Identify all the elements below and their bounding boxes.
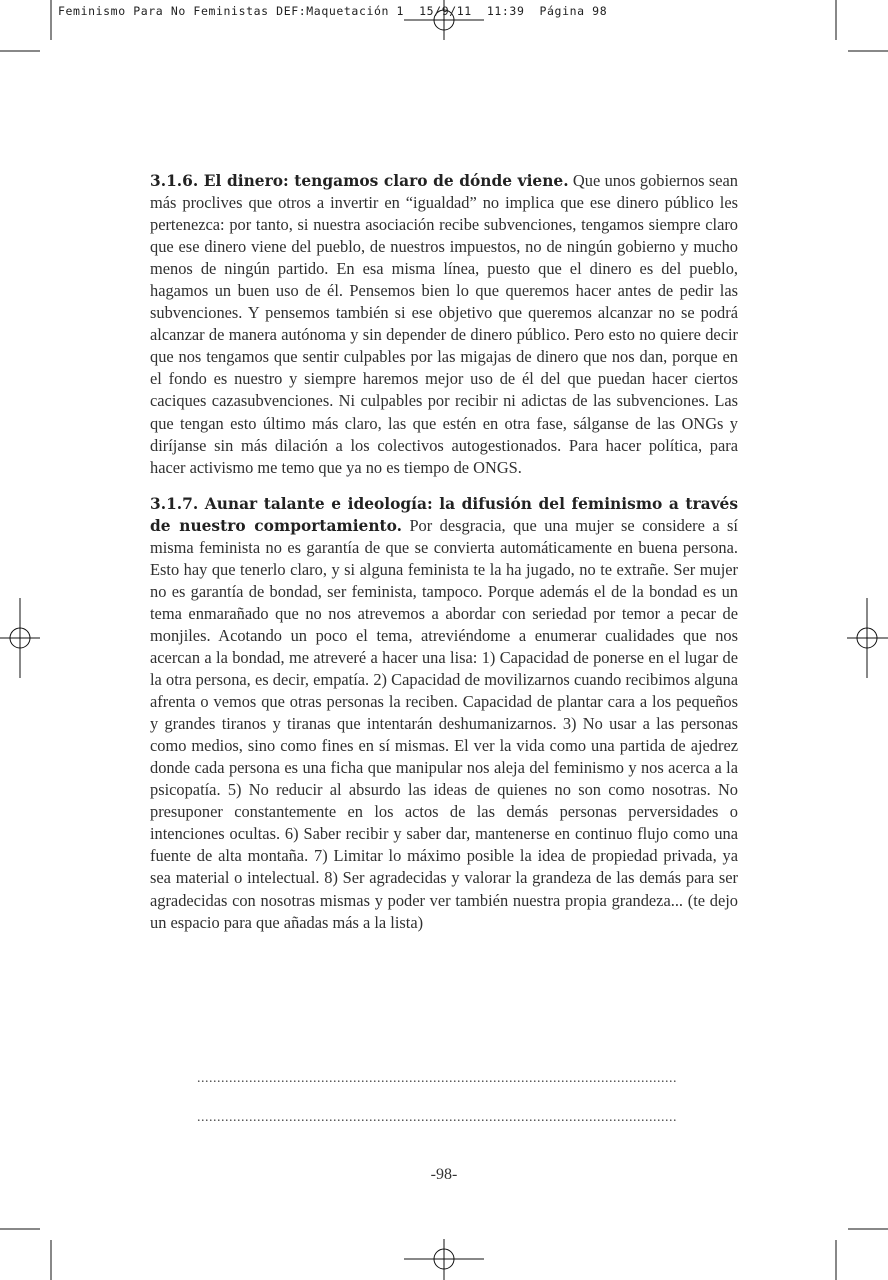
section-paragraph: Que unos gobiernos sean más proclives que otros a invertir en “igualdad” no implica que ese dinero público les pertenezca: por tanto, si nuestra asociación recibe subvenciones, tengamos siempre claro que ese dinero viene del pueblo, de nuestros impuestos, no de ningún gobierno y mucho menos de ningún partido. En esa misma línea, puesto que el dinero es del pueblo, hagamos un buen uso de él. Pensemos bien lo que queremos hacer antes de pedir las subvenciones. Y pensemos también si ese objetivo que queremos alcanzar no se podrá alcanzar de manera autónoma y sin depender de dinero público. Pero esto no quiere decir que nos tengamos que sentir culpables por las migajas de dinero que nos dan, porque en el fondo es nuestro y siempre haremos mejor uso de él del que puedan hacer ciertos caciques cazasubvenciones. Ni culpables por recibir ni adictas de las subvenciones. Las que tengan esto último más claro, las que estén en otra fase, sálganse de las ONGs y diríjanse sin más dilación a los colectivos autogestionados. Para hacer política, para hacer activismo me temo que ya no es tiempo de ONGS.: [150, 171, 739, 477]
section-heading: 3.1.7. Aunar talante e ideología: la difusión del feminismo a través de nuestro comportamiento.: [150, 494, 738, 535]
section-heading: 3.1.6. El dinero: tengamos claro de dónde viene.: [150, 172, 569, 190]
page-body: [150, 170, 738, 948]
section-paragraph: Por desgracia, que una mujer se considere a sí misma feminista no es garantía de que se convierta automáticamente en buena persona. Esto hay que tenerlo claro, y si alguna feminista te la ha jugado, no te extrañe. Ser mujer no es garantía de bondad, ser feminista, tampoco. Porque además el de la bondad es un tema enmarañado que no nos atrevemos a abordar con seriedad por temor a pecar de monjiles. Acotando un poco el tema, atreviéndome a enumerar cualidades que nos acercan a la bondad, me atreveré a hacer una lisa: 1) Capacidad de ponerse en el lugar de la otra persona, es decir, empatía. 2) Capacidad de movilizarnos cuando recibimos alguna afrenta o vemos que otras personas la reciben. Capacidad de plantar cara a los pequeños y grandes tiranos y tiranas que intentarán deshumanizarnos. 3) No usar a las personas como medios, sino como fines en sí mismas. El ver la vida como una partida de ajedrez donde cada persona es una ficha que manipular nos aleja del feminismo y nos acerca a la psicopatía. 5) No reducir al absurdo las ideas de quienes no son como nosotras. No presuponer constantemente en los actos de las demás personas perversidades o intenciones ocultas. 6) Saber recibir y saber dar, mantenerse en continuo flujo como una fuente de alta montaña. 7) Limitar lo máximo posible la idea de propiedad privada, ya sea material o intelectual. 8) Ser agradecidas y valorar la grandeza de las demás para ser agradecidas con nosotras mismas y poder ver también nuestra propia grandeza... (te dejo un espacio para que añadas más a la lista): [150, 515, 738, 932]
print-slug-line: Feminismo Para No Feministas DEF:Maquetación 1 15/9/11 11:39 Página 98: [58, 4, 608, 18]
blank-dotted-line: ........................................................................................................................: [197, 1071, 677, 1086]
section-3-1-7: [150, 493, 738, 934]
blank-dotted-line: ........................................................................................................................: [197, 1110, 677, 1125]
page-number: -98-: [430, 1166, 458, 1183]
section-3-1-6: [150, 170, 738, 479]
